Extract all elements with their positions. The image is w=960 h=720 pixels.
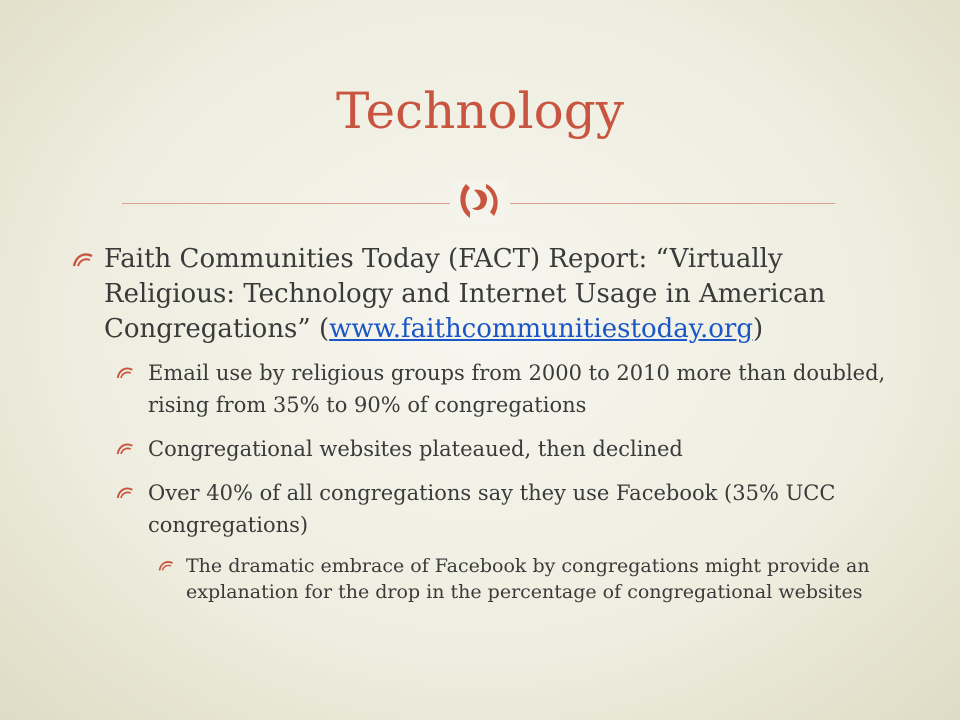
swirl-bullet-icon [116,486,134,500]
main-item-text-end: ) [752,314,764,344]
decorative-swirl-icon [450,178,510,224]
list-item-facebook [116,477,902,541]
swirl-bullet-icon [72,252,94,268]
list-item-websites [116,433,902,465]
sub-item-text: Congregational websites plateaued, then declined [148,437,683,461]
swirl-bullet-icon [158,560,174,572]
fact-website-link[interactable]: www.faithcommunitiestoday.org [329,314,753,344]
slide-title: Technology [336,82,624,140]
list-item-email [116,357,902,421]
slide-content [72,242,902,605]
sub-item-text: Over 40% of all congregations say they use Facebook (35% UCC congregations) [148,481,836,537]
sub-sub-item-text: The dramatic embrace of Facebook by congregations might provide an explanation for the drop in the percentage of congregational websites [186,555,870,603]
list-item-facebook-detail [158,553,902,605]
swirl-bullet-icon [116,366,134,380]
swirl-bullet-icon [116,442,134,456]
sub-item-text: Email use by religious groups from 2000 to 2010 more than doubled, rising from 35% to 90% of congregations [148,361,886,417]
list-item-main [72,242,902,347]
main-item-text: Faith Communities Today (FACT) Report: “Virtually Religious: Technology and Internet Usage in American Congregations” ( [104,244,826,344]
